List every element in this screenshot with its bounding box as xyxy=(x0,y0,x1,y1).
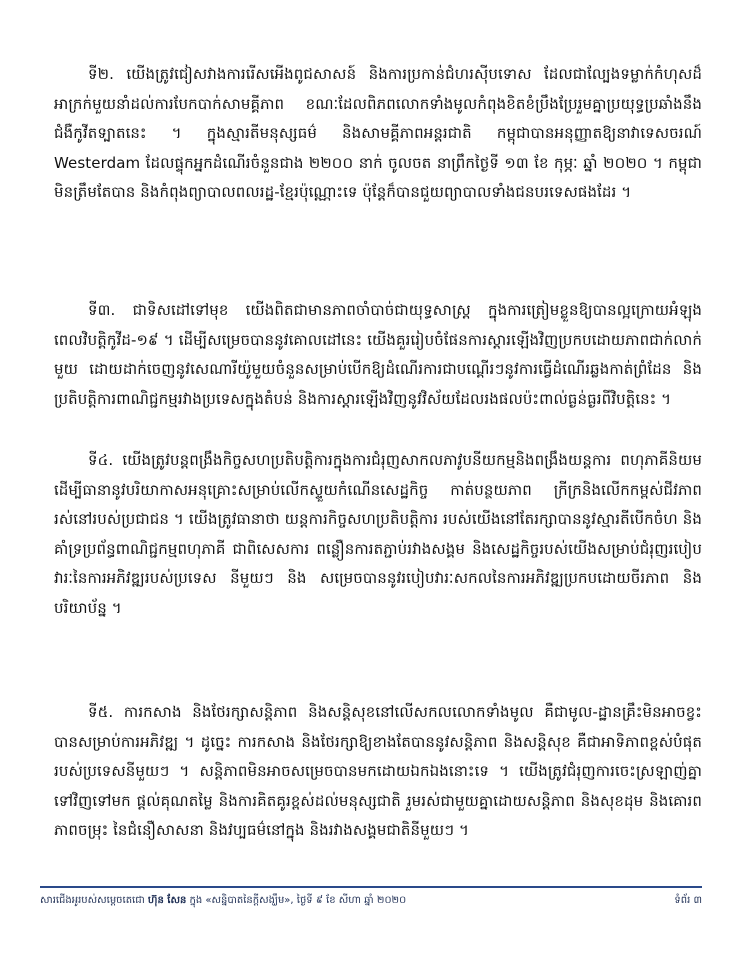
footer-prefix: សារជើងអូរបស់សម្តេចតេជោ xyxy=(40,895,148,906)
paragraph-point-4: ទី៤. យើងត្រូវបន្តពង្រឹងកិច្ចសហប្រតិបត្តិការក្នុងការជំរុញសាកលភាវូបនីយកម្មនិងពង្រឹងយន្តការ ពហុភាគីនិយម ដើម្បីធានានូវបរិយាកាសអនុគ្រោះសម្រាប់លើកស្ទួយកំណើនសេដ្ឋកិច្ច កាត់បន្ថយភាព ក្រីក្រនិងលើកកម្ពស់ជីវភាពរស់នៅរបស់ប្រជាជន ។ យើងត្រូវធានាថា យន្តការកិច្ចសហប្រតិបត្តិការ របស់យើងនៅតែរក្សាបាននូវស្មារតីបើកចំហ និងគាំទ្រប្រព័ន្ធពាណិជ្ជកម្មពហុភាគី ជាពិសេសការ ពន្លឿនការតភ្ជាប់រវាងសង្គម និងសេដ្ឋកិច្ចរបស់យើងសម្រាប់ជំរុញរបៀបវារៈនៃការអភិវឌ្ឍរបស់ប្រទេស នីមួយៗ និង សម្រេចបាននូវរបៀបវារៈសកលនៃការអភិវឌ្ឍប្រកបដោយចីរភាព និងបរិយាប័ន្ន ។ xyxy=(54,451,702,617)
footer-divider xyxy=(40,886,702,888)
footer-caption xyxy=(40,893,640,908)
paragraph-point-5: ទី៥. ការកសាង និងថែរក្សាសន្តិភាព និងសន្តិសុខនៅលើសកលលោកទាំងមូល គឺជាមូល-ដ្ឋានគ្រឹះមិនអាចខ្វះបានសម្រាប់ការអភិវឌ្ឍ ។ ដូច្នេះ ការកសាង និងថែរក្សាឱ្យខាងតែបាននូវសន្តិភាព និងសន្តិសុខ គឺជាអាទិភាពខ្ពស់បំផុតរបស់ប្រទេសនីមួយៗ ។ សន្តិភាពមិនអាចសម្រេចបានមកដោយឯកឯងនោះទេ ។ យើងត្រូវជំរុញការចេះស្រឡាញ់គ្នាទៅវិញទៅមក ផ្តល់គុណតម្លៃ និងការគិតគូរខ្ពស់ដល់មនុស្សជាតិ រួមរស់ជាមួយគ្នាដោយសន្តិភាព និងសុខដុម និងគោរពភាពចម្រុះ នៃជំនឿសាសនា និងវប្បធម៌នៅក្នុង និងរវាងសង្គមជាតិនីមួយៗ ។ xyxy=(54,703,702,839)
paragraph-point-3: ទី៣. ជាទិសដៅទៅមុខ យើងពិតជាមានភាពចាំបាច់ជាយុទ្ធសាស្ត្រ ក្នុងការត្រៀមខ្លួនឱ្យបានល្អក្រោយអំឡុងពេលវិបត្តិកូវីដ-១៩ ។ ដើម្បីសម្រេចបាននូវគោលដៅនេះ យើងគួររៀបចំផែនការស្តារឡើងវិញប្រកបដោយភាពជាក់លាក់មួយ ដោយដាក់ចេញនូវសេណារីយ៉ូមួយចំនួនសម្រាប់បើកឱ្យដំណើរការជាបណ្តើរៗនូវការធ្វើដំណើរឆ្លងកាត់ព្រំដែន និងប្រតិបត្តិការពាណិជ្ជកម្មរវាងប្រទេសក្នុងតំបន់ និងការស្តារឡើងវិញនូវវិស័យដែលរងផលប៉ះពាល់ធ្ងន់ធ្ងរពីវិបត្តិនេះ ។ xyxy=(54,301,702,408)
paragraph-point-2: ទី២. យើងត្រូវជៀសវាងការរើសអើងពូជសាសន៍ និងការប្រកាន់ជំហរស៊ីបទោស ដែលជាល្បែងទម្លាក់កំហុសដ៏អាក្រក់មួយនាំដល់ការបែកបាក់សាមគ្គីភាព ខណៈដែលពិភពលោកទាំងមូលកំពុងខិតខំប្រឹងប្រែរួមគ្នាប្រយុទ្ធប្រឆាំងនឹងជំងឺកូវីតទ្បាតនេះ ។ ក្នុងស្មារតីមនុស្សធម៌ និងសាមគ្គីភាពអន្តរជាតិ កម្ពុជាបានអនុញ្ញាតឱ្យនាវាទេសចរណ៍ Westerdam ដែលផ្ទុកអ្នកដំណើរចំនួនជាង ២២០០ នាក់ ចូលចត នាព្រឹកថ្ងៃទី ១៣ ខែ កុម្ភៈ ឆ្នាំ ២០២០ ។ កម្ពុជាមិនត្រឹមតែបាន និងកំពុងព្យាបាលពលរដ្ឋ-ខ្មែរប៉ុណ្ណោះទេ ប៉ុន្តែក៏បានជួយព្យាបាលទាំងជនបរទេសផងដែរ ។ xyxy=(54,65,702,201)
footer-suffix: ក្នុង «សន្និបាតនៃក្តីសង្ឃឹម», ថ្ងៃទី ៩ ខែ សីហា ឆ្នាំ ២០២០ xyxy=(186,895,407,906)
footer-name: ហ៊ុន សែន xyxy=(147,895,187,906)
page-number: ទំព័រ ៣ xyxy=(674,895,702,906)
